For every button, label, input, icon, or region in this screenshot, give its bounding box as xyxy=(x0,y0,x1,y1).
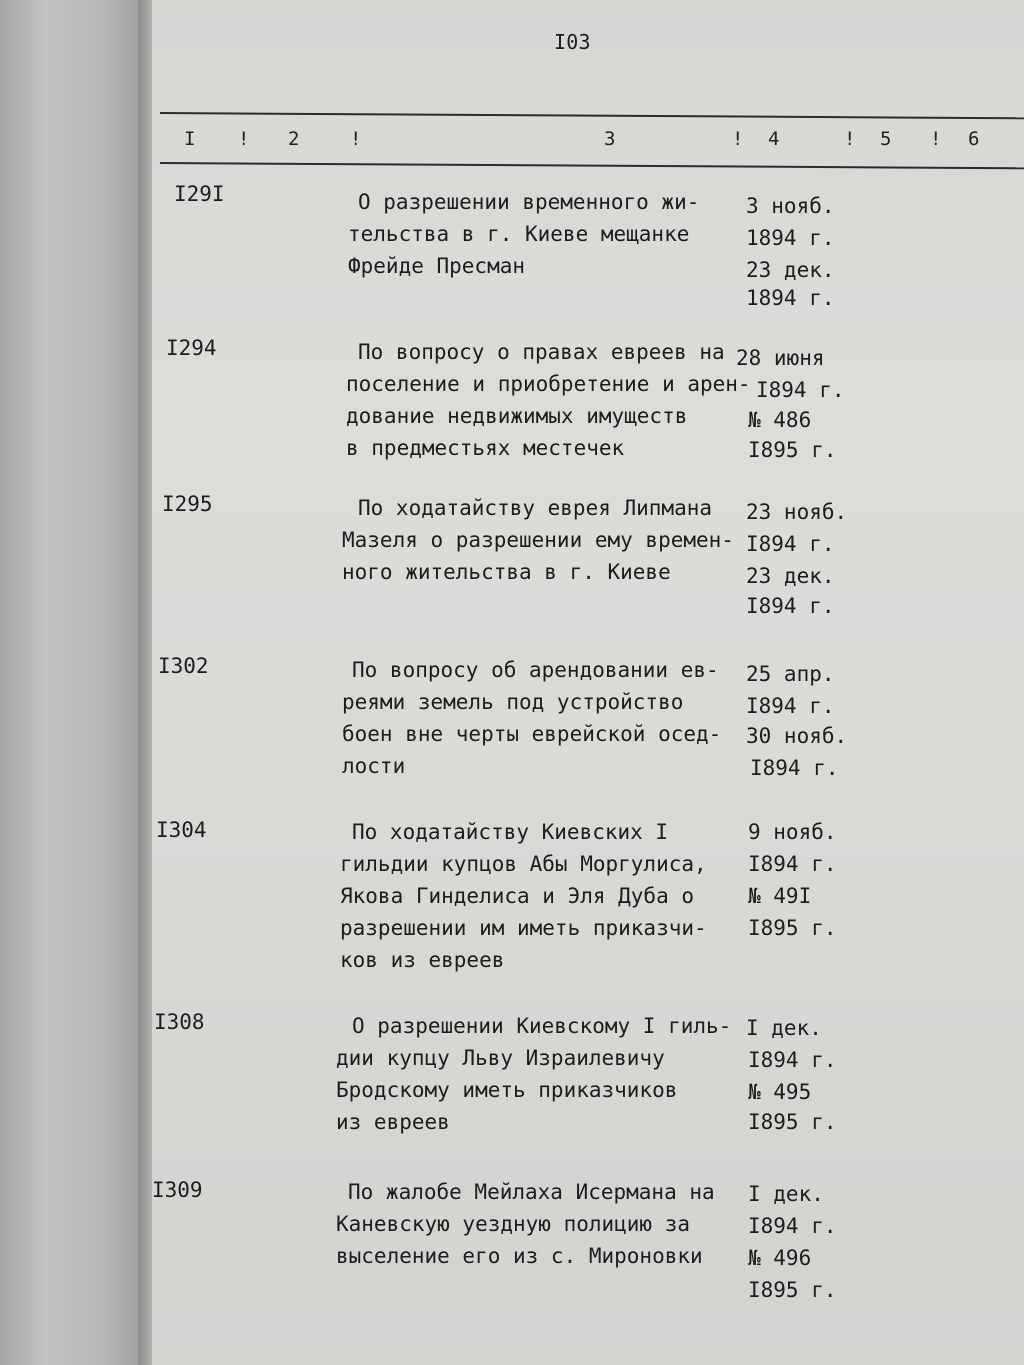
entry-date-line: 3 нояб. xyxy=(746,194,835,218)
entry-description-line: гильдии купцов Абы Моргулиса, xyxy=(340,852,707,876)
entry-number: I304 xyxy=(156,818,207,842)
entry-date-line: 23 нояб. xyxy=(746,500,848,524)
entry-description-line: О разрешении временного жи- xyxy=(358,190,700,214)
entry-description-line: из евреев xyxy=(336,1110,450,1134)
column-separator: ! xyxy=(930,128,942,150)
entry-description-line: ков из евреев xyxy=(340,948,505,972)
entry-date-line: № 486 xyxy=(748,408,812,432)
entry-description-line: По вопросу об арендовании ев- xyxy=(352,658,719,682)
entry-number: I295 xyxy=(162,492,213,516)
entry-date-line: I895 г. xyxy=(748,1278,837,1302)
entry-description-line: Якова Гинделиса и Эля Дуба о xyxy=(340,884,695,908)
entry-description-line: разрешении им иметь приказчи- xyxy=(340,916,707,940)
entry-date-line: 25 апр. xyxy=(746,662,835,686)
entry-number: I302 xyxy=(158,654,209,678)
entry-date-line: 1894 г. xyxy=(746,226,835,250)
column-header-1: I xyxy=(184,128,196,150)
entry-date-line: 28 июня xyxy=(736,346,825,370)
entry-description-line: дование недвижимых имуществ xyxy=(346,404,688,428)
entry-description-line: в предместьях местечек xyxy=(346,436,625,460)
entry-date-line: I дек. xyxy=(746,1016,822,1040)
entry-date-line: № 49I xyxy=(748,884,812,908)
entry-date-line: I894 г. xyxy=(748,852,837,876)
column-separator: ! xyxy=(732,128,744,150)
column-separator: ! xyxy=(350,128,362,150)
document-sheet xyxy=(152,0,1024,1365)
entry-date-line: № 496 xyxy=(748,1246,812,1270)
column-separator: ! xyxy=(844,128,856,150)
header-rule-top xyxy=(160,112,1024,119)
entry-description-line: лости xyxy=(342,754,406,778)
page-number: I03 xyxy=(554,30,591,54)
entry-date-line: I894 г. xyxy=(748,1214,837,1238)
entry-date-line: I дек. xyxy=(748,1182,824,1206)
entry-description-line: выселение его из с. Мироновки xyxy=(336,1244,703,1268)
entry-date-line: I894 г. xyxy=(750,756,839,780)
entry-number: I309 xyxy=(152,1178,203,1202)
entry-description-line: Каневскую уездную полицию за xyxy=(336,1212,691,1236)
entry-date-line: I894 г. xyxy=(746,694,835,718)
entry-date-line: 9 нояб. xyxy=(748,820,837,844)
entry-description-line: поселение и приобретение и арен- xyxy=(346,372,751,396)
previous-page-edge xyxy=(0,0,150,1365)
entry-description-line: реями земель под устройство xyxy=(342,690,684,714)
entry-date-line: I895 г. xyxy=(748,1110,837,1134)
entry-description-line: дии купцу Льву Израилевичу xyxy=(336,1046,665,1070)
entry-date-line: 30 нояб. xyxy=(746,724,848,748)
entry-description-line: Фрейде Пресман xyxy=(348,254,526,278)
entry-description-line: О разрешении Киевскому I гиль- xyxy=(352,1014,732,1038)
column-header-4: 4 xyxy=(768,128,780,150)
entry-date-line: I895 г. xyxy=(748,438,837,462)
entry-date-line: 23 дек. xyxy=(746,564,835,588)
entry-date-line: № 495 xyxy=(748,1080,812,1104)
entry-date-line: I894 г. xyxy=(756,378,845,402)
column-header-5: 5 xyxy=(880,128,892,150)
entry-description-line: По вопросу о правах евреев на xyxy=(358,340,725,364)
column-header-6: 6 xyxy=(968,128,980,150)
header-rule-bottom xyxy=(160,162,1024,169)
column-header-2: 2 xyxy=(288,128,300,150)
entry-description-line: ного жительства в г. Киеве xyxy=(342,560,671,584)
column-separator: ! xyxy=(238,128,250,150)
entry-description-line: боен вне черты еврейской осед- xyxy=(342,722,722,746)
entry-date-line: 1894 г. xyxy=(746,286,835,310)
entry-description-line: тельства в г. Киеве мещанке xyxy=(348,222,690,246)
entry-date-line: 23 дек. xyxy=(746,258,835,282)
column-header-3: 3 xyxy=(604,128,616,150)
entry-description-line: По ходатайству еврея Липмана xyxy=(358,496,713,520)
entry-description-line: По ходатайству Киевских I xyxy=(352,820,669,844)
entry-date-line: I895 г. xyxy=(748,916,837,940)
entry-number: I29I xyxy=(174,182,225,206)
entry-description-line: По жалобе Мейлаха Исермана на xyxy=(348,1180,715,1204)
entry-number: I294 xyxy=(166,336,217,360)
entry-description-line: Бродскому иметь приказчиков xyxy=(336,1078,678,1102)
entry-date-line: I894 г. xyxy=(746,532,835,556)
entry-date-line: I894 г. xyxy=(746,594,835,618)
entry-number: I308 xyxy=(154,1010,205,1034)
entry-description-line: Мазеля о разрешении ему времен- xyxy=(342,528,734,552)
entry-date-line: I894 г. xyxy=(748,1048,837,1072)
